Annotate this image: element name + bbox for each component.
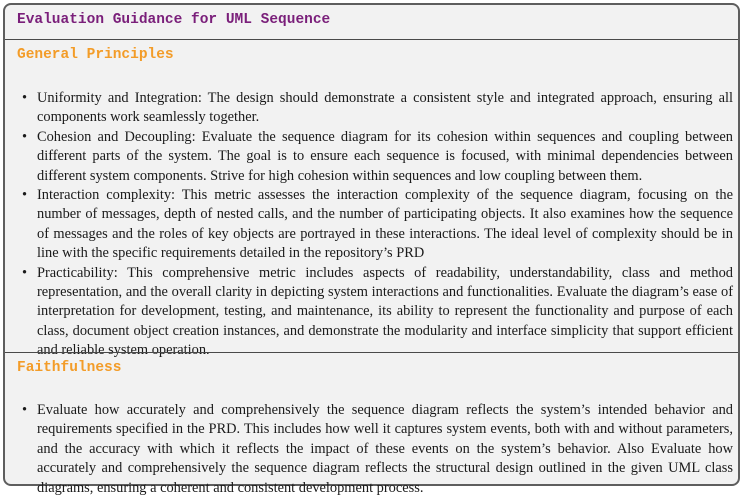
general-principles-list bbox=[17, 89, 733, 361]
bullet-icon: • bbox=[22, 128, 28, 145]
list-item bbox=[17, 128, 733, 186]
list-item bbox=[17, 264, 733, 361]
bullet-icon: • bbox=[22, 402, 28, 418]
list-item bbox=[17, 186, 733, 264]
bullet-icon: • bbox=[22, 264, 28, 281]
list-item-text: Practicability: This comprehensive metric includes aspects of readability, understandability, class and method representation, and the overall clarity in depicting system interactions and functionalities. Evaluate the diagram’s ease of interpretation for development, testing, and maintenance, its ability to represent the functionality and purpose of each class, document object creation instances, and demonstrate the modularity and interface simplicity that support efficient and reliable system operation. bbox=[37, 264, 733, 359]
bullet-icon: • bbox=[22, 90, 28, 106]
faithfulness-list bbox=[17, 401, 733, 498]
section-heading-faithfulness: Faithfulness bbox=[17, 360, 122, 376]
list-item-text: Interaction complexity: This metric assesses the interaction complexity of the sequence diagram, focusing on the number of messages, depth of nested calls, and the number of participating objects. It also examines how the sequence of messages and the roles of key objects are portrayed in these interactions. The ideal level of complexity should be in line with the specific requirements detailed in the repository’s PRD bbox=[37, 187, 733, 262]
list-item-text: Evaluate how accurately and comprehensively the sequence diagram reflects the system’s intended behavior and requirements specified in the PRD. This includes how well it captures system events, both with and without parameters, and the accuracy with which it reflects the impact of these events on the system’s behavior. Also Evaluate how accurately and comprehensively the sequence diagram reflects the structural design outlined in the given UML class diagrams, ensuring a coherent and consistent development process. bbox=[37, 402, 733, 496]
guidance-panel bbox=[3, 3, 740, 496]
bullet-icon: • bbox=[22, 187, 28, 204]
list-item-text: Uniformity and Integration: The design should demonstrate a consistent style and integrated approach, ensuring all components work seamlessly together. bbox=[37, 90, 733, 126]
title-divider bbox=[5, 39, 738, 40]
section-heading-general-principles: General Principles bbox=[17, 47, 174, 63]
list-item bbox=[17, 89, 733, 128]
list-item-text: Cohesion and Decoupling: Evaluate the sequence diagram for its cohesion within sequences and coupling between different parts of the system. The goal is to ensure each sequence is focused, with minimal dependencies between different system components. Strive for high cohesion within sequences and low coupling between them. bbox=[37, 128, 733, 184]
section-divider bbox=[5, 352, 738, 353]
list-item bbox=[17, 401, 733, 498]
panel-title: Evaluation Guidance for UML Sequence bbox=[17, 12, 331, 28]
